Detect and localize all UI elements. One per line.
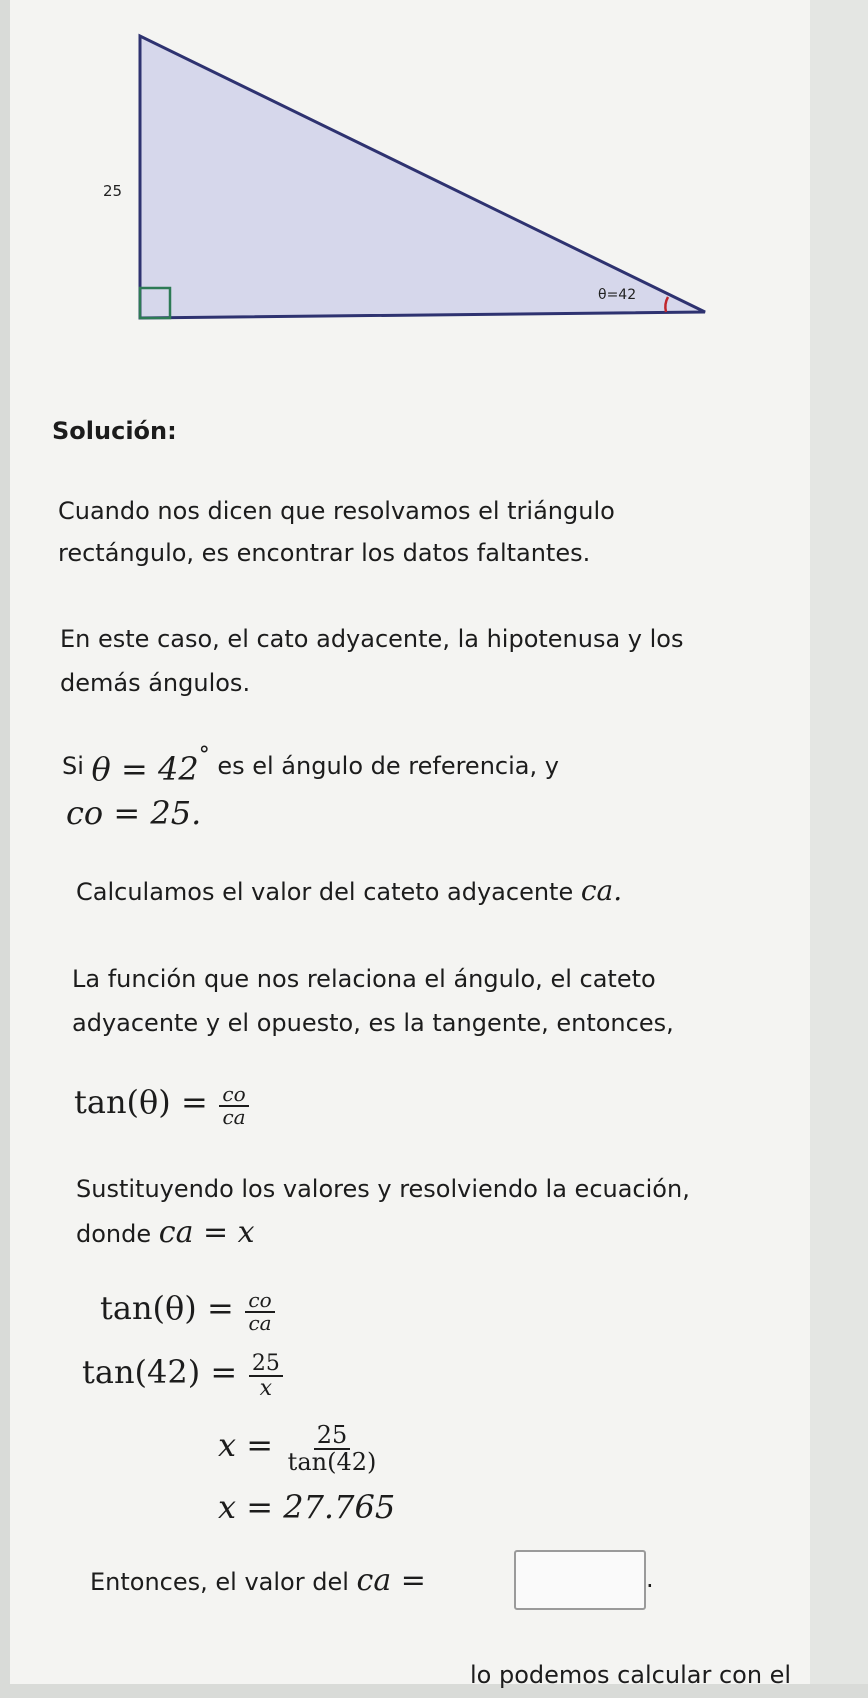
- step-1-lhs: tan(θ) =: [100, 1289, 234, 1327]
- tangent-lhs: tan(θ) =: [74, 1083, 208, 1121]
- paragraph-4-line-1: Sustituyendo los valores y resolviendo la ecuación,: [76, 1175, 690, 1203]
- step-2-denominator: x: [259, 1376, 273, 1401]
- paragraph-1-line-2: rectángulo, es encontrar los datos faltantes.: [58, 539, 591, 567]
- step-3-lhs: x =: [218, 1426, 274, 1464]
- theta-equation: θ = 42: [91, 750, 199, 788]
- step-2-lhs: tan(42) =: [82, 1353, 238, 1391]
- equation-step-3: [218, 1412, 379, 1481]
- ca-symbol: ca.: [580, 874, 623, 907]
- donde-word: donde: [76, 1220, 152, 1248]
- equation-step-2: [82, 1342, 283, 1405]
- calculate-text: Calculamos el valor del cateto adyacente: [76, 878, 574, 906]
- ca-equals-x: ca = x: [158, 1215, 255, 1250]
- paragraph-2-line-1: En este caso, el cato adyacente, la hipotenusa y los: [60, 625, 684, 653]
- si-line: [62, 740, 559, 791]
- answer-input[interactable]: [514, 1550, 646, 1610]
- cut-off-text: lo podemos calcular con el: [470, 1661, 792, 1689]
- final-text: Entonces, el valor del: [90, 1568, 349, 1596]
- triangle-shape: [140, 36, 705, 318]
- paragraph-3-line-1: La función que nos relaciona el ángulo, el cateto: [72, 965, 656, 993]
- step-3-fraction: [285, 1420, 380, 1476]
- angle-label: θ=42: [598, 287, 637, 303]
- step-1-fraction: [245, 1290, 274, 1334]
- equation-step-1: [100, 1278, 275, 1341]
- final-period: .: [646, 1565, 654, 1593]
- fraction-denominator: ca: [222, 1105, 246, 1129]
- degree-symbol: °: [198, 743, 210, 768]
- step-2-numerator: 25: [249, 1352, 283, 1377]
- final-ca-equals: ca =: [356, 1563, 426, 1598]
- solution-heading: Solución:: [52, 417, 177, 445]
- paragraph-2-line-2: demás ángulos.: [60, 669, 251, 697]
- right-triangle-figure: [0, 0, 868, 340]
- co-equation: co = 25.: [66, 794, 202, 832]
- side-label: 25: [103, 182, 123, 200]
- equation-step-4: x = 27.765: [218, 1488, 396, 1526]
- fraction-numerator: co: [219, 1084, 248, 1107]
- step-1-numerator: co: [245, 1290, 274, 1313]
- tangent-formula: [74, 1072, 249, 1135]
- step-3-numerator: 25: [314, 1423, 351, 1450]
- si-word: Si: [62, 752, 84, 780]
- final-line: [90, 1558, 426, 1605]
- co-over-ca-fraction: [219, 1084, 248, 1128]
- paragraph-1-line-1: Cuando nos dicen que resolvamos el triángulo: [58, 497, 615, 525]
- donde-line: [76, 1210, 255, 1257]
- paragraph-3-line-2: adyacente y el opuesto, es la tangente, entonces,: [72, 1009, 674, 1037]
- step-2-fraction: [249, 1352, 283, 1400]
- reference-text: es el ángulo de referencia, y: [217, 752, 559, 780]
- step-1-denominator: ca: [248, 1311, 272, 1335]
- calculate-line: [76, 868, 622, 915]
- step-3-denominator: tan(42): [287, 1448, 377, 1476]
